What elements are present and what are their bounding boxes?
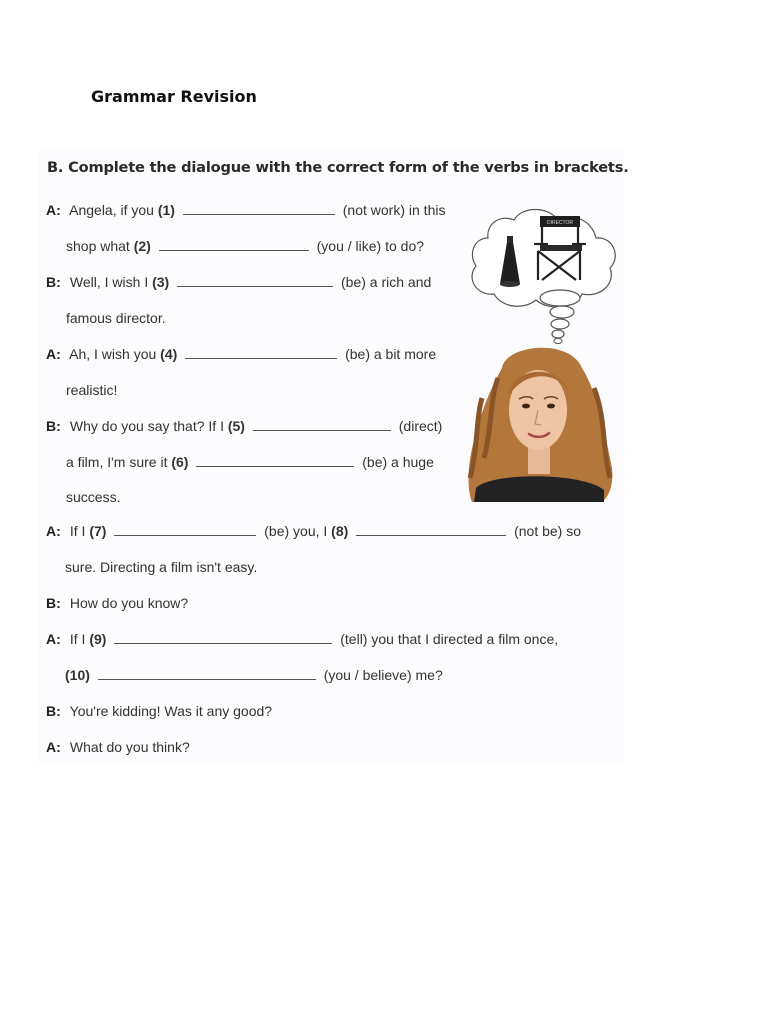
line-text: You're kidding! Was it any good? [69, 703, 273, 719]
exercise-heading: B. Complete the dialogue with the correct form of the verbs in brackets. [47, 159, 629, 176]
line-text: Why do you say that? If I [69, 418, 224, 434]
gap-number: (6) [171, 454, 189, 470]
answer-blank-4 [185, 345, 337, 359]
line-text: realistic! [66, 382, 118, 398]
dialogue-line-8 [66, 452, 434, 472]
gap-number: (9) [89, 631, 107, 647]
answer-blank-5 [253, 417, 391, 431]
chair-label: DIRECTOR [546, 220, 574, 226]
verb-hint: (be) you, I [264, 523, 328, 539]
verb-hint: (you / believe) me? [323, 667, 443, 683]
speaker-label: B: [46, 418, 61, 434]
woman-portrait [462, 338, 616, 502]
dialogue-line-12 [46, 593, 188, 613]
dialogue-line-9 [66, 487, 120, 507]
gap-number: (1) [157, 202, 175, 218]
line-text: If I [69, 631, 86, 647]
line-text: shop what [66, 238, 130, 254]
document-title: Grammar Revision [91, 87, 257, 106]
answer-blank-3 [177, 273, 333, 287]
gap-number: (4) [160, 346, 178, 362]
exercise-image [38, 150, 629, 765]
speaker-label: B: [46, 595, 61, 611]
speaker-label: B: [46, 703, 61, 719]
line-text: How do you know? [69, 595, 189, 611]
gap-number: (10) [65, 667, 90, 683]
speaker-label: B: [46, 274, 61, 290]
gap-number: (5) [227, 418, 245, 434]
dialogue-line-10 [46, 521, 581, 541]
dialogue-line-14 [65, 665, 443, 685]
answer-blank-10 [98, 666, 316, 680]
speaker-label: A: [46, 202, 61, 218]
dialogue-line-7 [46, 416, 442, 436]
gap-number: (2) [133, 238, 151, 254]
answer-blank-9 [114, 630, 332, 644]
answer-blank-2 [159, 237, 309, 251]
verb-hint: (not work) in this [342, 202, 446, 218]
speaker-label: A: [46, 739, 61, 755]
dialogue-line-4 [66, 308, 166, 328]
speaker-label: A: [46, 346, 61, 362]
line-text: sure. Directing a film isn't easy. [65, 559, 258, 575]
line-text: Well, I wish I [69, 274, 149, 290]
dialogue-line-13 [46, 629, 558, 649]
gap-number: (7) [89, 523, 107, 539]
dialogue-line-3 [46, 272, 431, 292]
dialogue-line-2 [66, 236, 424, 256]
dialogue-line-16 [46, 737, 190, 757]
speaker-label: A: [46, 523, 61, 539]
line-text: famous director. [66, 310, 166, 326]
verb-hint: (not be) so [514, 523, 582, 539]
answer-blank-8 [356, 522, 506, 536]
verb-hint: (be) a bit more [345, 346, 437, 362]
verb-hint: (you / like) to do? [316, 238, 425, 254]
line-text: What do you think? [69, 739, 190, 755]
verb-hint: (direct) [398, 418, 443, 434]
line-text: Ah, I wish you [69, 346, 157, 362]
thought-bubble-illustration [466, 200, 624, 344]
line-text: Angela, if you [69, 202, 154, 218]
answer-blank-7 [114, 522, 256, 536]
verb-hint: (tell) you that I directed a film once, [340, 631, 559, 647]
line-text: If I [69, 523, 86, 539]
gap-number: (8) [331, 523, 349, 539]
dialogue-line-11 [65, 557, 257, 577]
dialogue-line-5 [46, 344, 436, 364]
dialogue-line-1 [46, 200, 445, 220]
answer-blank-1 [183, 201, 335, 215]
dialogue-line-15 [46, 701, 272, 721]
line-text: a film, I'm sure it [66, 454, 168, 470]
line-text: success. [66, 489, 121, 505]
dialogue-line-6 [66, 380, 117, 400]
gap-number: (3) [152, 274, 170, 290]
answer-blank-6 [196, 453, 354, 467]
speaker-label: A: [46, 631, 61, 647]
verb-hint: (be) a huge [362, 454, 434, 470]
verb-hint: (be) a rich and [341, 274, 432, 290]
